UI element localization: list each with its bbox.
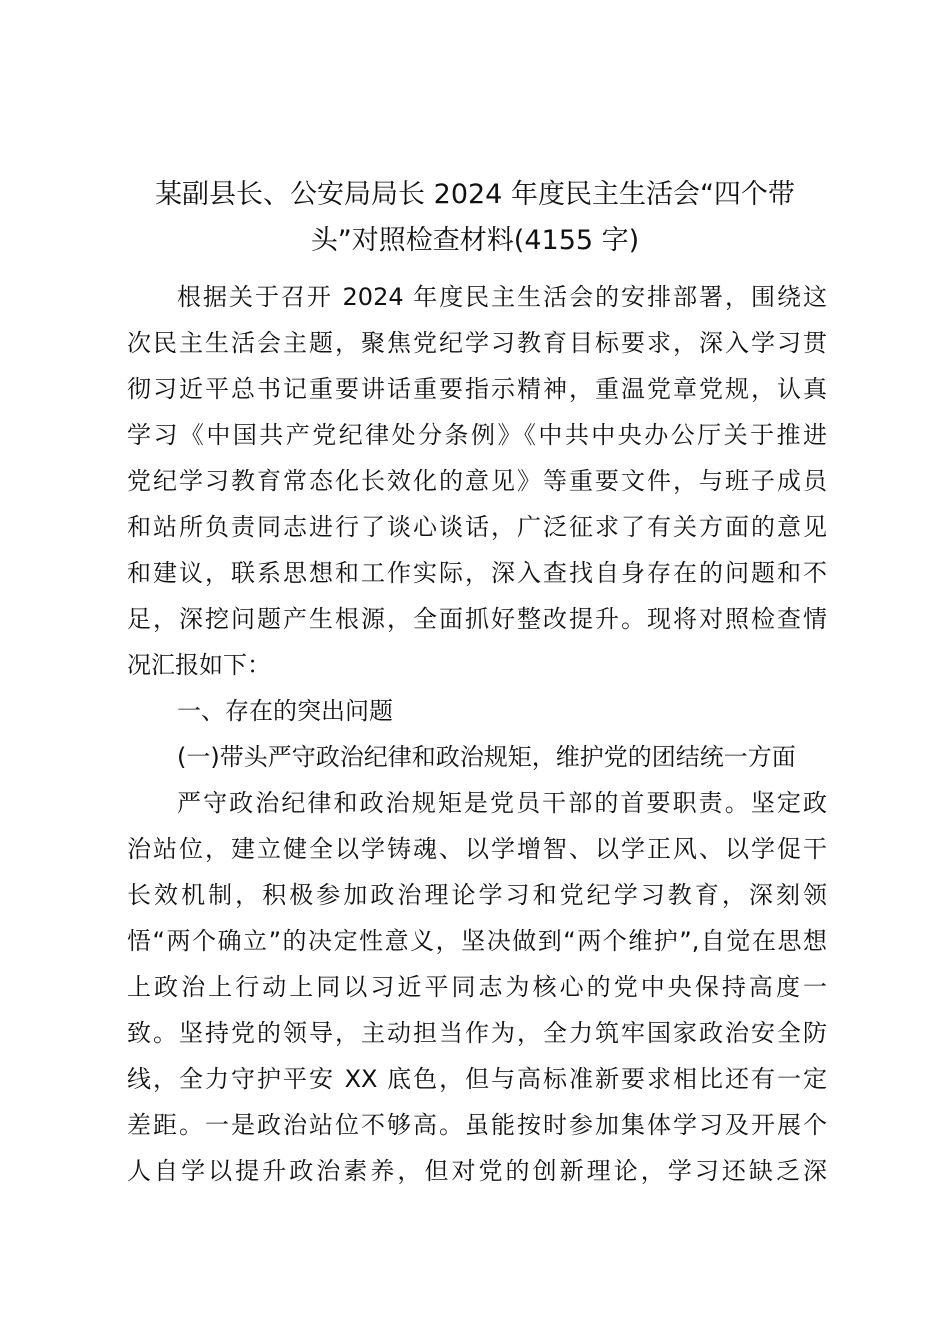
document-title [120,172,830,264]
document-body [127,274,827,1194]
title-line-2: 头”对照检查材料(4155 字) [310,225,640,256]
text-line: 根据关于召开 2024 年度民主生活会的安排部署，围绕这 [177,283,827,311]
text-line: 和建议，联系思想和工作实际，深入查找自身存在的问题和不 [127,559,827,587]
subsection-heading: (一)带头严守政治纪律和政治规矩，维护党的团结统一方面 [177,743,796,771]
text-line: 线，全力守护平安 XX 底色，但与高标准新要求相比还有一定 [127,1065,827,1093]
section-heading: 一、存在的突出问题 [177,697,393,725]
title-line-1: 某副县长、公安局局长 2024 年度民主生活会“四个带 [155,179,795,210]
text-line: 悟“两个确立”的决定性意义，坚决做到“两个维护”,自觉在思想 [127,927,827,955]
text-line: 次民主生活会主题，聚焦党纪学习教育目标要求，深入学习贯 [127,329,827,357]
text-line: 上政治上行动上同以习近平同志为核心的党中央保持高度一 [127,973,827,1001]
text-line: 足，深挖问题产生根源，全面抓好整改提升。现将对照检查情 [127,605,827,633]
paragraph-intro [127,274,827,688]
text-line: 和站所负责同志进行了谈心谈话，广泛征求了有关方面的意见 [127,513,827,541]
text-line: 党纪学习教育常态化长效化的意见》等重要文件，与班子成员 [127,467,827,495]
text-line: 严守政治纪律和政治规矩是党员干部的首要职责。坚定政 [177,789,827,817]
text-line: 差距。一是政治站位不够高。虽能按时参加集体学习及开展个 [127,1111,827,1139]
text-line: 人自学以提升政治素养，但对党的创新理论，学习还缺乏深 [127,1157,827,1185]
paragraph-section-1 [127,780,827,1194]
text-line: 致。坚持党的领导，主动担当作为，全力筑牢国家政治安全防 [127,1019,827,1047]
text-line: 彻习近平总书记重要讲话重要指示精神，重温党章党规，认真 [127,375,827,403]
text-line: 学习《中国共产党纪律处分条例》《中共中央办公厅关于推进 [127,421,827,449]
text-line: 治站位，建立健全以学铸魂、以学增智、以学正风、以学促干 [127,835,827,863]
text-line: 长效机制，积极参加政治理论学习和党纪学习教育，深刻领 [127,881,827,909]
text-line: 况汇报如下： [127,651,271,679]
